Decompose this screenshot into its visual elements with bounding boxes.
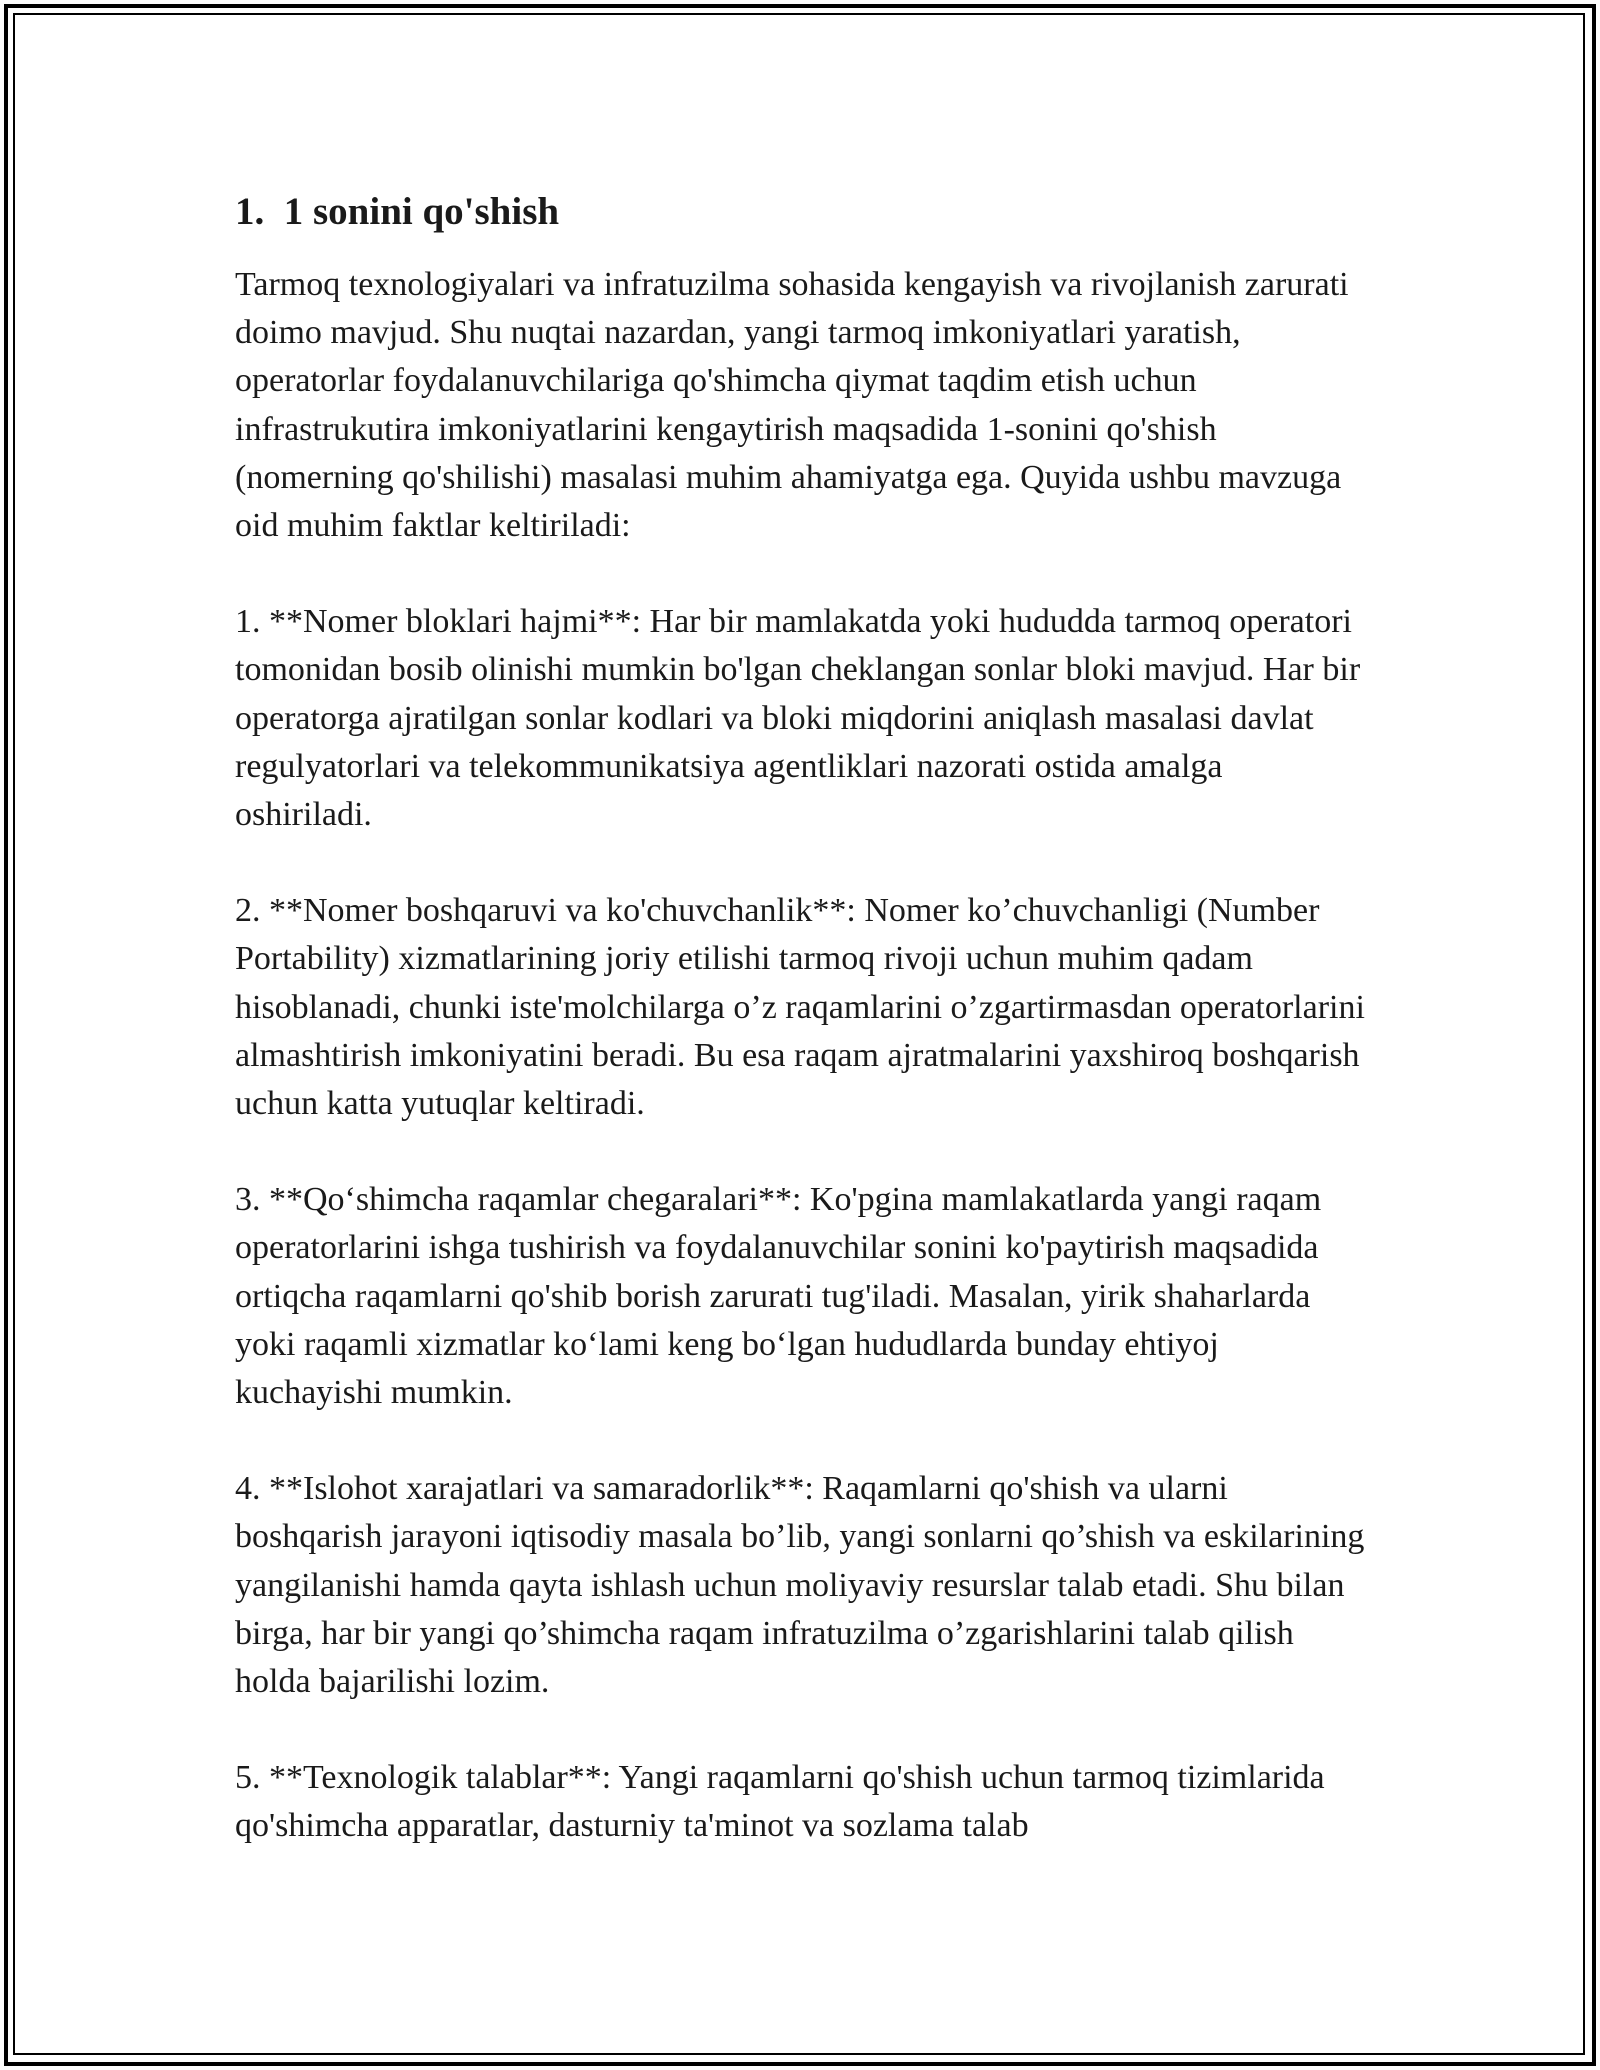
fact-paragraph-4: 4. **Islohot xarajatlari va samaradorlik**: Raqamlarni qo'shish va ularni boshqarish jarayoni iqtisodiy masala bo’lib, yangi sonlarni qo’shish va eskilarining yangilanishi hamda qayta ishlash uchun moliyaviy resurslar talab etadi. Shu bilan birga, har bir yangi qo’shimcha raqam infratuzilma o’zgarishlarini talab qilish holda bajarilishi lozim. — [235, 1470, 1365, 1701]
document-body — [235, 186, 1365, 1851]
fact-paragraph-1: 1. **Nomer bloklari hajmi**: Har bir mamlakatda yoki hududda tarmoq operatori tomonidan bosib olinishi mumkin bo'lgan cheklangan sonlar bloki mavjud. Har bir operatorga ajratilgan sonlar kodlari va bloki miqdorini aniqlash masalasi davlat regulyatorlari va telekommunikatsiya agentliklari nazorati ostida amalga oshiriladi. — [235, 603, 1361, 834]
fact-paragraph-3: 3. **Qo‘shimcha raqamlar chegaralari**: Ko'pgina mamlakatlarda yangi raqam operatorlarini ishga tushirish va foydalanuvchilar sonini ko'paytirish maqsadida ortiqcha raqamlarni qo'shib borish zarurati tug'iladi. Masalan, yirik shaharlarda yoki raqamli xizmatlar ko‘lami keng bo‘lgan hududlarda bunday ehtiyoj kuchayishi mumkin. — [235, 1181, 1322, 1412]
fact-paragraph-2: 2. **Nomer boshqaruvi va ko'chuvchanlik**: Nomer ko’chuvchanligi (Number Portability) xizmatlarining joriy etilishi tarmoq rivoji uchun muhim qadam hisoblanadi, chunki iste'molchilarga o’z raqamlarini o’zgartirmasdan operatorlarini almashtirish imkoniyatini beradi. Bu esa raqam ajratmalarini yaxshiroq boshqarish uchun katta yutuqlar keltiradi. — [235, 892, 1365, 1123]
fact-paragraph-5: 5. **Texnologik talablar**: Yangi raqamlarni qo'shish uchun tarmoq tizimlarida qo'shimcha apparatlar, dasturniy ta'minot va sozlama talab — [235, 1759, 1325, 1845]
intro-paragraph: Tarmoq texnologiyalari va infratuzilma sohasida kengayish va rivojlanish zarurati doimo mavjud. Shu nuqtai nazardan, yangi tarmoq imkoniyatlari yaratish, operatorlar foydalanuvchilariga qo'shimcha qiymat taqdim etish uchun infrastrukutira imkoniyatlarini kengaytirish maqsadida 1-sonini qo'shish (nomerning qo'shilishi) masalasi muhim ahamiyatga ega. Quyida ushbu mavzuga oid muhim faktlar keltiriladi: — [235, 266, 1349, 545]
section-heading: 1. 1 sonini qo'shish — [235, 190, 560, 233]
